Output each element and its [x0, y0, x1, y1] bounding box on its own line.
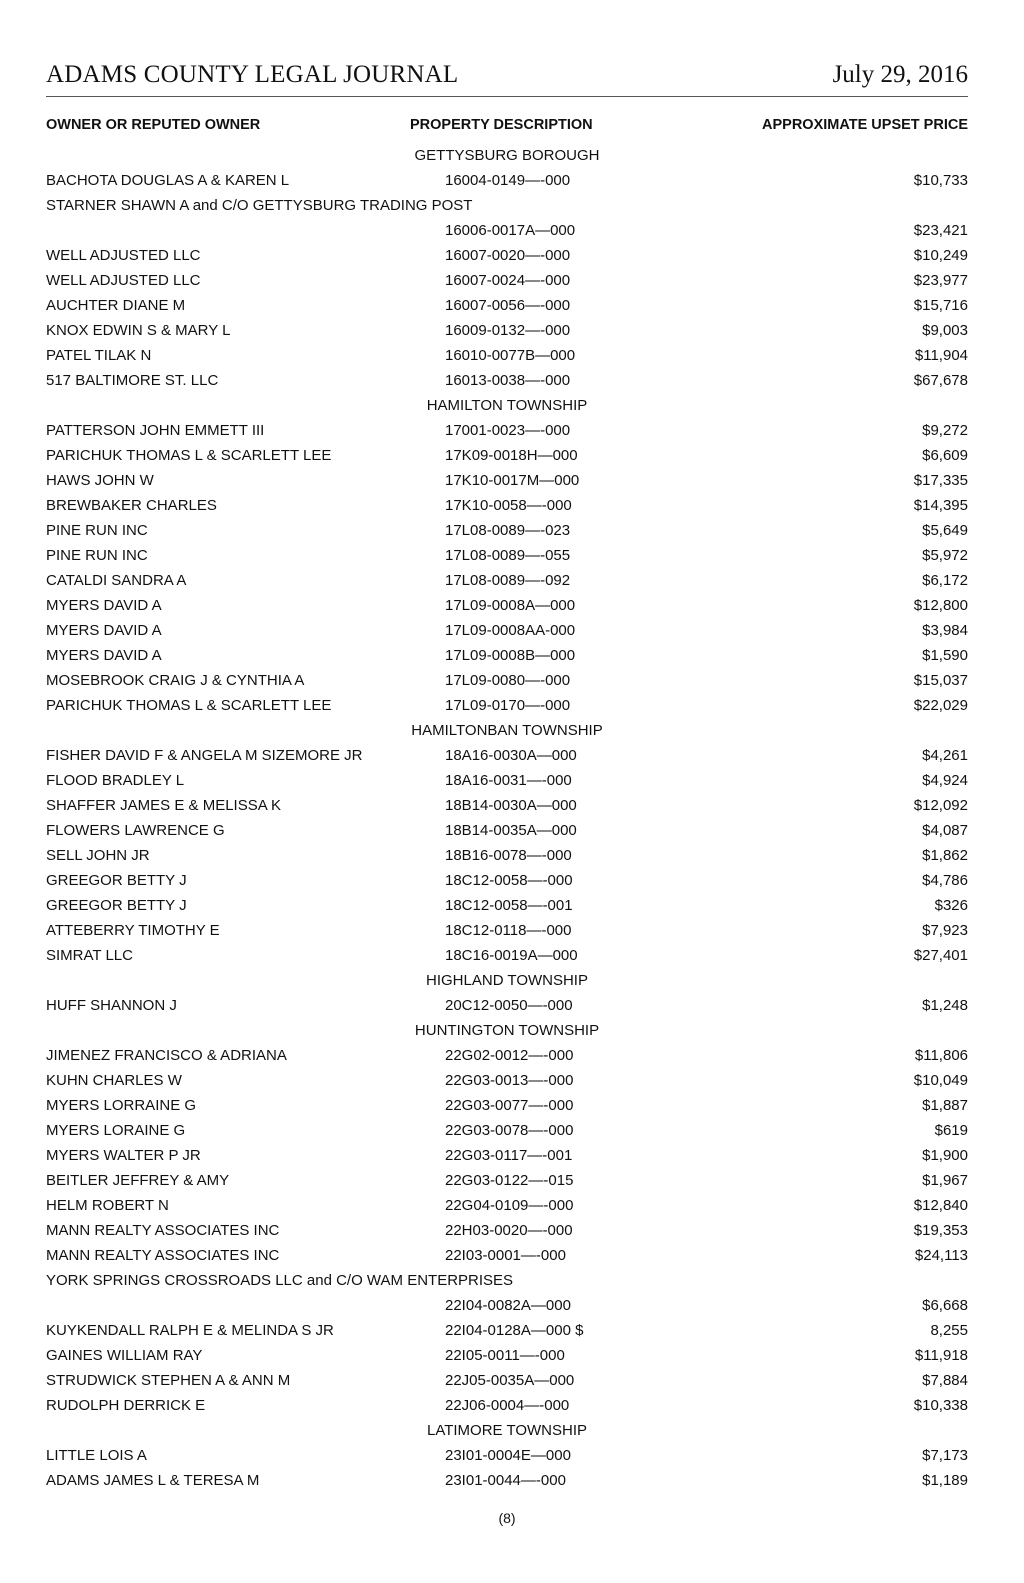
parcel-number: 22J05-0035A—000 [445, 1372, 575, 1389]
listing-row [46, 1268, 968, 1293]
upset-price: $3,984 [922, 622, 968, 639]
parcel-number: 18B16-0078—-000 [445, 847, 572, 864]
owner-name: KUYKENDALL RALPH E & MELINDA S JR [46, 1322, 334, 1339]
owner-name: KNOX EDWIN S & MARY L [46, 322, 231, 339]
journal-title: ADAMS COUNTY LEGAL JOURNAL [46, 61, 459, 88]
column-headers [46, 114, 968, 136]
listing-row [46, 368, 968, 393]
upset-price: $10,733 [913, 172, 968, 189]
parcel-number: 18C16-0019A—000 [445, 947, 578, 964]
section-heading-row [46, 968, 968, 993]
property-listing [46, 143, 968, 1493]
owner-name: PINE RUN INC [46, 547, 148, 564]
parcel-number: 20C12-0050—-000 [445, 997, 573, 1014]
owner-name: MYERS DAVID A [46, 597, 162, 614]
upset-price: 8,255 [930, 1322, 968, 1339]
owner-name: HUFF SHANNON J [46, 997, 177, 1014]
parcel-number: 18C12-0058—-001 [445, 897, 573, 914]
listing-row [46, 743, 968, 768]
parcel-number: 22G03-0077—-000 [445, 1097, 574, 1114]
listing-row [46, 1318, 968, 1343]
listing-row [46, 243, 968, 268]
listing-row [46, 1143, 968, 1168]
upset-price: $4,087 [922, 822, 968, 839]
listing-row [46, 543, 968, 568]
owner-name: MYERS DAVID A [46, 647, 162, 664]
listing-row [46, 1243, 968, 1268]
property-column-header: PROPERTY DESCRIPTION [410, 117, 593, 133]
owner-name: PATEL TILAK N [46, 347, 152, 364]
listing-row [46, 318, 968, 343]
upset-price: $12,840 [913, 1197, 968, 1214]
section-heading: GETTYSBURG BOROUGH [414, 147, 600, 164]
parcel-number: 18C12-0058—-000 [445, 872, 573, 889]
parcel-number: 22J06-0004—-000 [445, 1397, 570, 1414]
parcel-number: 16007-0024—-000 [445, 272, 571, 289]
parcel-number: 22I03-0001—-000 [445, 1247, 566, 1264]
listing-row [46, 1193, 968, 1218]
listing-row [46, 793, 968, 818]
listing-row [46, 593, 968, 618]
section-heading: HAMILTON TOWNSHIP [426, 397, 588, 414]
upset-price: $1,189 [922, 1472, 968, 1489]
owner-name: MYERS DAVID A [46, 622, 162, 639]
upset-price: $11,918 [914, 1347, 968, 1364]
owner-name: MYERS LORRAINE G [46, 1097, 197, 1114]
listing-row [46, 293, 968, 318]
upset-price: $19,353 [913, 1222, 968, 1239]
owner-name: CATALDI SANDRA A [46, 572, 187, 589]
owner-name: WELL ADJUSTED LLC [46, 247, 201, 264]
owner-name: BACHOTA DOUGLAS A & KAREN L [46, 172, 290, 189]
masthead [46, 58, 968, 92]
listing-row [46, 1093, 968, 1118]
upset-price: $23,977 [913, 272, 968, 289]
owner-name: MOSEBROOK CRAIG J & CYNTHIA A [46, 672, 305, 689]
owner-name: PATTERSON JOHN EMMETT III [46, 422, 265, 439]
parcel-number: 17L09-0170—-000 [445, 697, 571, 714]
owner-name: LITTLE LOIS A [46, 1447, 147, 1464]
parcel-number: 22G03-0117—-001 [445, 1147, 573, 1164]
parcel-number: 16010-0077B—000 [445, 347, 576, 364]
listing-row [46, 493, 968, 518]
header-rule [46, 96, 968, 97]
owner-name: PARICHUK THOMAS L & SCARLETT LEE [46, 697, 332, 714]
owner-name: RUDOLPH DERRICK E [46, 1397, 206, 1414]
listing-row [46, 818, 968, 843]
listing-row [46, 1393, 968, 1418]
listing-row [46, 568, 968, 593]
upset-price: $10,338 [913, 1397, 968, 1414]
listing-row [46, 643, 968, 668]
section-heading-row [46, 393, 968, 418]
section-heading: LATIMORE TOWNSHIP [426, 1422, 588, 1439]
owner-name: SIMRAT LLC [46, 947, 133, 964]
upset-price: $12,800 [913, 597, 968, 614]
owner-name: BREWBAKER CHARLES [46, 497, 217, 514]
upset-price: $619 [934, 1122, 968, 1139]
owner-name: GREEGOR BETTY J [46, 872, 187, 889]
owner-name: SHAFFER JAMES E & MELISSA K [46, 797, 282, 814]
listing-row [46, 868, 968, 893]
listing-row [46, 518, 968, 543]
parcel-number: 18B14-0030A—000 [445, 797, 577, 814]
owner-name: FLOOD BRADLEY L [46, 772, 185, 789]
owner-name: KUHN CHARLES W [46, 1072, 182, 1089]
upset-price: $6,609 [922, 447, 968, 464]
upset-price: $5,972 [922, 547, 968, 564]
upset-price: $11,904 [914, 347, 968, 364]
parcel-number: 17L09-0080—-000 [445, 672, 571, 689]
owner-name: MYERS WALTER P JR [46, 1147, 201, 1164]
upset-price: $9,272 [922, 422, 968, 439]
owner-name: SELL JOHN JR [46, 847, 150, 864]
owner-name: GAINES WILLIAM RAY [46, 1347, 203, 1364]
parcel-number: 18C12-0118—-000 [445, 922, 572, 939]
listing-row [46, 1293, 968, 1318]
listing-row [46, 993, 968, 1018]
parcel-number: 23I01-0004E—000 [445, 1447, 571, 1464]
upset-price: $1,887 [922, 1097, 968, 1114]
upset-price: $7,173 [922, 1447, 968, 1464]
upset-price: $7,923 [922, 922, 968, 939]
upset-price: $17,335 [913, 472, 968, 489]
parcel-number: 22G02-0012—-000 [445, 1047, 574, 1064]
owner-name: MYERS LORAINE G [46, 1122, 186, 1139]
upset-price: $5,649 [922, 522, 968, 539]
owner-name: ATTEBERRY TIMOTHY E [46, 922, 220, 939]
owner-name: WELL ADJUSTED LLC [46, 272, 201, 289]
section-heading: HUNTINGTON TOWNSHIP [414, 1022, 600, 1039]
parcel-number: 17L09-0008A—000 [445, 597, 576, 614]
listing-row [46, 918, 968, 943]
owner-name: HAWS JOHN W [46, 472, 154, 489]
listing-row [46, 668, 968, 693]
parcel-number: 17001-0023—-000 [445, 422, 571, 439]
listing-row [46, 768, 968, 793]
parcel-number: 22H03-0020—-000 [445, 1222, 573, 1239]
owner-name: 517 BALTIMORE ST. LLC [46, 372, 219, 389]
issue-date: July 29, 2016 [832, 61, 968, 88]
parcel-number: 22G03-0078—-000 [445, 1122, 574, 1139]
listing-row [46, 193, 968, 218]
upset-price: $4,924 [922, 772, 968, 789]
parcel-number: 17L08-0089—-055 [445, 547, 571, 564]
section-heading-row [46, 1018, 968, 1043]
listing-row [46, 168, 968, 193]
upset-price: $67,678 [913, 372, 968, 389]
listing-row [46, 618, 968, 643]
parcel-number: 18A16-0031—-000 [445, 772, 572, 789]
listing-row [46, 418, 968, 443]
owner-name: PINE RUN INC [46, 522, 148, 539]
owner-name: GREEGOR BETTY J [46, 897, 187, 914]
upset-price: $15,037 [913, 672, 968, 689]
parcel-number: 17K09-0018H—000 [445, 447, 578, 464]
listing-row [46, 1343, 968, 1368]
parcel-number: 16009-0132—-000 [445, 322, 571, 339]
upset-price: $10,049 [913, 1072, 968, 1089]
upset-price: $14,395 [913, 497, 968, 514]
listing-row [46, 843, 968, 868]
owner-name: AUCHTER DIANE M [46, 297, 186, 314]
parcel-number: 22I04-0082A—000 [445, 1297, 571, 1314]
parcel-number: 17K10-0058—-000 [445, 497, 572, 514]
owner-name: YORK SPRINGS CROSSROADS LLC and C/O WAM ENTERPRISES [46, 1272, 514, 1289]
listing-row [46, 1168, 968, 1193]
listing-row [46, 1218, 968, 1243]
upset-price: $1,248 [922, 997, 968, 1014]
upset-price: $6,668 [922, 1297, 968, 1314]
owner-name: STRUDWICK STEPHEN A & ANN M [46, 1372, 291, 1389]
upset-price: $27,401 [913, 947, 968, 964]
listing-row [46, 1068, 968, 1093]
upset-price: $7,884 [922, 1372, 968, 1389]
owner-name: STARNER SHAWN A and C/O GETTYSBURG TRADING POST [46, 197, 473, 214]
owner-name: FISHER DAVID F & ANGELA M SIZEMORE JR [46, 747, 363, 764]
upset-price: $1,900 [922, 1147, 968, 1164]
owner-name: MANN REALTY ASSOCIATES INC [46, 1247, 280, 1264]
parcel-number: 16007-0056—-000 [445, 297, 571, 314]
parcel-number: 22G04-0109—-000 [445, 1197, 574, 1214]
parcel-number: 17L09-0008B—000 [445, 647, 576, 664]
parcel-number: 16007-0020—-000 [445, 247, 571, 264]
listing-row [46, 443, 968, 468]
owner-name: JIMENEZ FRANCISCO & ADRIANA [46, 1047, 287, 1064]
listing-row [46, 693, 968, 718]
owner-name: BEITLER JEFFREY & AMY [46, 1172, 230, 1189]
listing-row [46, 943, 968, 968]
listing-row [46, 468, 968, 493]
parcel-number: 16004-0149—-000 [445, 172, 571, 189]
upset-price: $4,786 [922, 872, 968, 889]
upset-price: $1,590 [922, 647, 968, 664]
listing-row [46, 1468, 968, 1493]
parcel-number: 22I05-0011—-000 [445, 1347, 565, 1364]
section-heading: HIGHLAND TOWNSHIP [426, 972, 588, 989]
owner-name: ADAMS JAMES L & TERESA M [46, 1472, 260, 1489]
listing-row [46, 893, 968, 918]
upset-price: $4,261 [922, 747, 968, 764]
listing-row [46, 343, 968, 368]
listing-row [46, 1443, 968, 1468]
listing-row [46, 218, 968, 243]
upset-price: $6,172 [922, 572, 968, 589]
parcel-number: 22G03-0013—-000 [445, 1072, 574, 1089]
owner-name: MANN REALTY ASSOCIATES INC [46, 1222, 280, 1239]
upset-price: $11,806 [914, 1047, 968, 1064]
section-heading-row [46, 718, 968, 743]
listing-row [46, 1368, 968, 1393]
owner-name: PARICHUK THOMAS L & SCARLETT LEE [46, 447, 332, 464]
section-heading: HAMILTONBAN TOWNSHIP [411, 722, 603, 739]
upset-price: $12,092 [913, 797, 968, 814]
parcel-number: 17L08-0089—-092 [445, 572, 571, 589]
listing-row [46, 268, 968, 293]
section-heading-row [46, 1418, 968, 1443]
upset-price: $15,716 [913, 297, 968, 314]
parcel-number: 22I04-0128A—000 $ [445, 1322, 584, 1339]
parcel-number: 18B14-0035A—000 [445, 822, 577, 839]
upset-price: $10,249 [913, 247, 968, 264]
parcel-number: 22G03-0122—-015 [445, 1172, 574, 1189]
page-number: (8) [498, 1510, 516, 1526]
upset-price: $22,029 [913, 697, 968, 714]
owner-name: HELM ROBERT N [46, 1197, 169, 1214]
upset-price: $1,862 [922, 847, 968, 864]
parcel-number: 23I01-0044—-000 [445, 1472, 566, 1489]
upset-price: $24,113 [914, 1247, 968, 1264]
parcel-number: 16006-0017A—000 [445, 222, 576, 239]
upset-price: $9,003 [922, 322, 968, 339]
price-column-header: APPROXIMATE UPSET PRICE [762, 117, 968, 133]
parcel-number: 18A16-0030A—000 [445, 747, 577, 764]
upset-price: $326 [934, 897, 968, 914]
listing-row [46, 1118, 968, 1143]
owner-name: FLOWERS LAWRENCE G [46, 822, 225, 839]
parcel-number: 17K10-0017M—000 [445, 472, 580, 489]
upset-price: $1,967 [922, 1172, 968, 1189]
parcel-number: 17L09-0008AA-000 [445, 622, 576, 639]
parcel-number: 16013-0038—-000 [445, 372, 571, 389]
listing-row [46, 1043, 968, 1068]
upset-price: $23,421 [913, 222, 968, 239]
legal-journal-page [46, 0, 968, 1583]
parcel-number: 17L08-0089—-023 [445, 522, 571, 539]
section-heading-row [46, 143, 968, 168]
owner-column-header: OWNER OR REPUTED OWNER [46, 117, 261, 133]
